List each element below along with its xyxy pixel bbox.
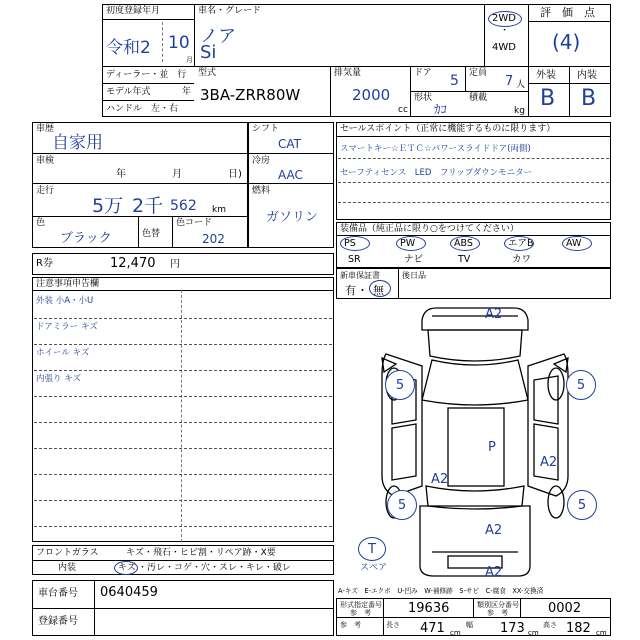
divider xyxy=(330,66,331,117)
equipment-circle xyxy=(562,236,592,251)
equipment-title: 装備品（純正品に限り○をつけてください） xyxy=(340,224,519,234)
note-line-divider xyxy=(34,318,332,319)
divider xyxy=(528,21,611,22)
equipment-circle xyxy=(396,236,426,251)
width-label: 幅 xyxy=(466,621,473,629)
reg-era: 令和2 xyxy=(106,38,151,58)
damage-roof: P xyxy=(488,440,496,455)
drive-separator: ・ xyxy=(500,26,510,36)
eval-label: 評 価 点 xyxy=(540,6,595,19)
notes-section xyxy=(32,277,334,542)
interior-damage-circled: キズ xyxy=(118,563,136,573)
equipment-circle xyxy=(340,236,370,251)
spare-label: スペア xyxy=(360,563,388,573)
displacement-label: 排気量 xyxy=(334,68,362,78)
windshield-label: フロントガラス xyxy=(36,548,99,558)
handle-label: ハンドル 左・右 xyxy=(106,104,179,114)
equipment-item: ナビ xyxy=(404,254,424,265)
divider xyxy=(383,598,384,636)
fuel-label: 燃料 xyxy=(252,186,271,196)
note-line: ホイール キズ xyxy=(36,348,90,358)
interior-label: 内装 xyxy=(577,70,597,81)
height-unit: cm xyxy=(596,629,607,637)
car-name: ノア xyxy=(200,26,236,47)
inspection-year-unit: 年 xyxy=(116,169,126,180)
damage-legend: A-キズ E-エクボ U-凹み W-補修跡 S-サビ C-腐食 XX-交換済 xyxy=(338,587,544,595)
doors: 5 xyxy=(450,73,459,89)
note-line: ドアミラー キズ xyxy=(36,322,98,332)
recycle-section xyxy=(32,253,334,275)
note-line-divider xyxy=(34,396,332,397)
divider xyxy=(32,560,334,561)
recycle-label: R券 xyxy=(36,258,53,269)
warranty-dot: ・ xyxy=(357,284,368,297)
damage-rear-gate: A2 xyxy=(485,523,503,538)
mileage-man: 5万 xyxy=(92,195,124,217)
interior-grade: B xyxy=(581,86,597,111)
divider xyxy=(484,4,485,66)
length: 471 xyxy=(420,621,445,636)
model-year-label: モデル年式 xyxy=(106,87,151,97)
divider xyxy=(102,83,194,84)
eval-score: (4) xyxy=(552,30,581,54)
category-label: 車歴 xyxy=(36,124,55,134)
divider xyxy=(248,153,334,154)
capacity: 7 xyxy=(505,74,514,89)
color-code: 202 xyxy=(202,232,225,246)
tire-rear-left: 5 xyxy=(387,490,417,520)
inspection-label: 車検 xyxy=(36,156,55,166)
width: 173 xyxy=(500,621,525,636)
type-label: 型式 xyxy=(198,68,217,78)
year-unit: 年 xyxy=(182,87,192,97)
divider xyxy=(32,183,248,184)
cooler-label: 冷房 xyxy=(252,156,271,166)
equipment-item: TV xyxy=(458,254,471,265)
sales-points-title: セールスポイント（正常に機能するものに限ります） xyxy=(340,124,556,134)
inspection-day-unit: 日) xyxy=(228,169,242,180)
shift-label: シフト xyxy=(252,124,280,134)
sales-point-line1: スマートキー☆ＥＴＣ☆パワースライドドア(両側) xyxy=(340,144,531,154)
chassis-label: 車台番号 xyxy=(38,588,78,599)
divider xyxy=(32,153,248,154)
cooler: AAC xyxy=(278,168,303,182)
tire-front-right: 5 xyxy=(566,370,596,400)
damage-front-bumper: A2 xyxy=(485,307,503,322)
sales-point-line2: セーフティセンス LED フリップダウンモニター xyxy=(340,168,533,178)
warranty-yes: 有 xyxy=(345,284,356,297)
drive-2wd: 2WD xyxy=(492,13,516,24)
note-line-divider xyxy=(34,370,332,371)
shape-label: 形状 xyxy=(414,93,433,103)
km-unit: km xyxy=(212,205,226,215)
equipment-item: PS xyxy=(344,238,356,249)
form-cert-ref: 参 考 xyxy=(350,609,371,617)
drive-4wd: 4WD xyxy=(492,42,516,53)
equipment-item: ABS xyxy=(454,238,473,249)
note-line: 外装 小A・小U xyxy=(36,296,94,306)
fuel: ガソリン xyxy=(266,210,319,225)
dealer-label: ディーラー・並 行 xyxy=(106,70,187,80)
load-label: 積載 xyxy=(469,93,488,103)
divider xyxy=(398,268,399,299)
width-unit: cm xyxy=(528,629,539,637)
mileage-label: 走行 xyxy=(36,186,55,196)
note-line-divider xyxy=(34,474,332,475)
warranty-label: 新車保証書 xyxy=(340,271,380,280)
form-cert-number: 19636 xyxy=(408,601,450,616)
color: ブラック xyxy=(60,231,112,246)
divider xyxy=(32,290,334,291)
class-label: 類別区分番号 xyxy=(477,601,519,609)
divider xyxy=(336,136,611,137)
divider xyxy=(181,290,182,542)
color-code-label: 色コード xyxy=(176,218,213,228)
divider xyxy=(569,66,570,117)
spare-tire-icon: T xyxy=(358,537,386,561)
recycle-unit: 円 xyxy=(170,259,180,270)
divider xyxy=(194,4,195,66)
height-label: 高さ xyxy=(543,621,557,629)
divider xyxy=(32,608,334,609)
person-unit: 人 xyxy=(516,80,526,90)
divider xyxy=(102,100,194,101)
cc-unit: cc xyxy=(398,105,408,115)
equipment-item: PW xyxy=(400,238,416,249)
equipment-circle xyxy=(450,236,480,251)
notes-title: 注意事項申告欄 xyxy=(36,279,100,289)
shift: CAT xyxy=(278,137,301,151)
displacement: 2000 xyxy=(352,86,391,104)
first-reg-label: 初度登録年月 xyxy=(106,6,161,16)
divider xyxy=(528,83,611,84)
shape: ｶｺ xyxy=(434,103,447,118)
note-line-divider xyxy=(34,500,332,501)
class-number: 0002 xyxy=(548,601,582,616)
damage-rear-bumper: A2 xyxy=(485,565,503,580)
interior-kizu-circle xyxy=(114,561,138,575)
divider xyxy=(172,216,173,248)
note-line-divider xyxy=(34,344,332,345)
month-unit: 月 xyxy=(186,56,193,64)
warranty-no: 無 xyxy=(373,284,384,297)
divider xyxy=(465,66,466,91)
capacity-label: 定員 xyxy=(469,68,488,78)
divider xyxy=(338,158,609,159)
divider xyxy=(102,19,194,20)
rear-seat-label: 後日品 xyxy=(402,271,426,280)
warranty-no-circle xyxy=(369,280,391,297)
equipment-item: AW xyxy=(566,238,582,249)
length-label: 長さ xyxy=(386,621,400,629)
divider xyxy=(473,598,474,617)
divider xyxy=(338,202,609,203)
length-unit: cm xyxy=(450,629,461,637)
model-code: 3BA-ZRR80W xyxy=(200,86,301,104)
car-grade-label: 車名・グレード xyxy=(198,6,262,16)
inspection-month-unit: 月 xyxy=(172,169,182,180)
reg-no-label: 登録番号 xyxy=(38,616,78,627)
color-label: 色 xyxy=(36,218,46,228)
reg-month: 10 xyxy=(168,33,190,53)
exterior-grade: B xyxy=(540,86,556,111)
divider xyxy=(338,182,609,183)
form-cert-label: 形式指定番号 xyxy=(340,601,382,609)
class-ref: 参 考 xyxy=(487,609,508,617)
equipment-item: SR xyxy=(348,254,361,265)
note-line: 内張り キズ xyxy=(36,374,82,384)
interior-damage-options: ・汚レ・コゲ・穴・スレ・キレ・破レ xyxy=(138,563,291,573)
note-line-divider xyxy=(34,422,332,423)
recycle-amount: 12,470 xyxy=(110,256,156,271)
grade: Si xyxy=(200,42,217,63)
mileage-sen: 2千 xyxy=(132,195,164,217)
door-label: ドア xyxy=(414,68,432,78)
exterior-label: 外装 xyxy=(536,70,556,81)
divider xyxy=(410,91,528,92)
note-line-divider xyxy=(34,448,332,449)
size-label: 参 考 xyxy=(340,621,361,629)
note-line-divider xyxy=(34,526,332,527)
mileage-rest: 562 xyxy=(170,198,197,214)
interior-damage-label: 内装 xyxy=(58,563,77,573)
divider xyxy=(520,598,521,617)
damage-right-side: A2 xyxy=(540,455,558,470)
divider xyxy=(336,617,611,618)
tire-front-left: 5 xyxy=(385,370,415,400)
divider xyxy=(248,183,334,184)
chassis-number: 0640459 xyxy=(100,585,158,600)
windshield-options: キズ・飛石・ヒビ割・リペア跡・X要 xyxy=(126,548,276,558)
kg-unit: kg xyxy=(514,106,525,116)
divider xyxy=(94,580,95,636)
equipment-circle xyxy=(504,236,534,251)
equipment-item: カワ xyxy=(512,254,532,265)
divider xyxy=(138,216,139,248)
height: 182 xyxy=(566,621,591,636)
divider xyxy=(162,22,163,62)
tire-rear-right: 5 xyxy=(567,490,597,520)
category: 自家用 xyxy=(52,133,103,153)
equipment-item: エアB xyxy=(508,238,534,249)
damage-left-side: A2 xyxy=(431,472,449,487)
color-swap-label: 色替 xyxy=(142,229,161,239)
